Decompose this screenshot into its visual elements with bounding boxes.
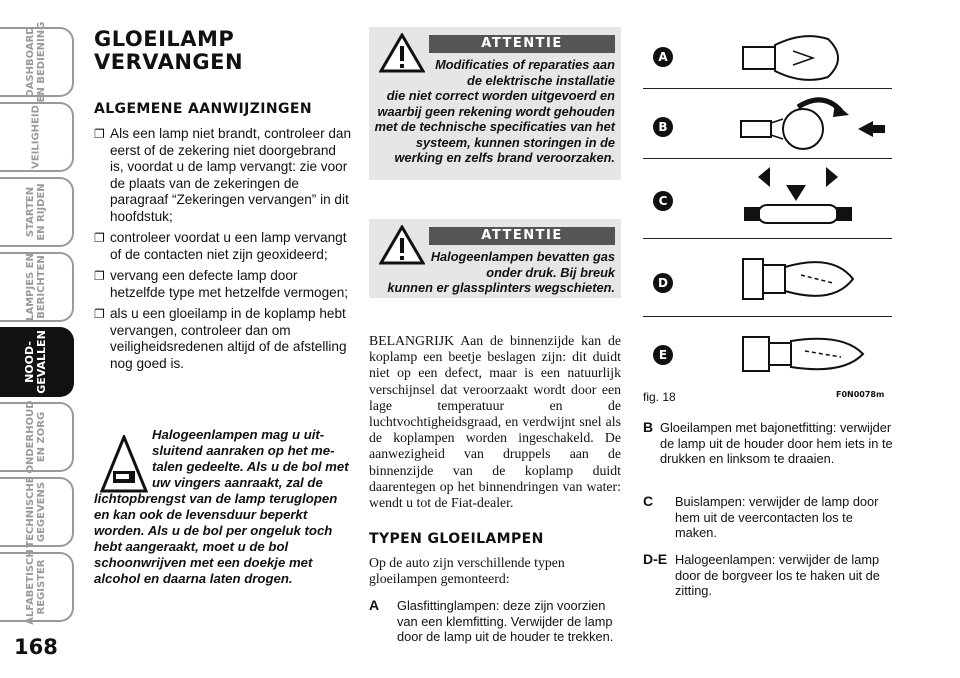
tab-label: STARTEN EN RIJDEN bbox=[25, 183, 47, 241]
lamp-types-figure bbox=[643, 27, 892, 384]
figure-panel-a bbox=[643, 27, 892, 88]
warning-text: Halogeenlampen mag u uit- sluitend aanraken op het me- talen gedeelte. Als u de bol met uw vingers aanraakt, zal de lichtopbrengst van de lamp teruglopen en kan ook de levensduur beperkt worden. Als u de bol per ongeluk toch hebt aangeraakt, moet u de bol schoonwrijven met een doekje met alcohol en daarna laten drogen. bbox=[94, 427, 349, 586]
tab-label: ALFABETISCH REGISTER bbox=[25, 549, 47, 625]
tab-label: ONDERHOUD EN ZORG bbox=[25, 400, 47, 474]
instruction-list bbox=[94, 126, 352, 377]
list-item: ❐ Als een lamp niet brandt, controleer dan eerst of de zekering niet doorgebrand is, voordat u de lamp vervangt: zie voor de plaats van de zekeringen de paragraaf “Zekeringen vervangen” in dit hoofdstuk; bbox=[94, 126, 352, 224]
figure-letter: D bbox=[653, 273, 673, 293]
tab-onderhoud[interactable] bbox=[0, 402, 74, 472]
lamp-type-item: D-E Halogeenlampen: verwijder de lamp door de borgveer los te haken uit de zitting. bbox=[643, 551, 880, 599]
glove-warning-icon bbox=[100, 435, 148, 493]
tab-label: NOOD- GEVALLEN bbox=[23, 330, 48, 394]
tab-noodgevallen[interactable] bbox=[0, 327, 74, 397]
list-item: ❐ als u een gloeilamp in de koplamp hebt vervangen, controleer dan om veiligheidsredenen altijd of de afstelling nog goed is. bbox=[94, 306, 347, 371]
figure-code: F0N0078m bbox=[836, 390, 885, 399]
tab-register[interactable] bbox=[0, 549, 74, 625]
figure-panel-e bbox=[643, 316, 892, 385]
figure-letter: A bbox=[653, 47, 673, 67]
tab-starten[interactable] bbox=[0, 177, 74, 247]
attention-text: Modificaties of reparaties aan de elektrische installatie die niet correct worden uitgevoerd en waarbij geen rekening wordt gehouden met de technische specificaties van het systeem, kunnen storingen in de werking en zelfs brand veroorzaken. bbox=[374, 57, 615, 165]
tab-veiligheid[interactable] bbox=[0, 102, 74, 172]
checkbox-bullet-icon: ❐ bbox=[94, 231, 105, 245]
tab-label: LAMPJES EN BERICHTEN bbox=[25, 253, 47, 321]
tube-lamp-icon bbox=[738, 165, 858, 235]
halogen-lamp-d-icon bbox=[733, 245, 883, 315]
checkbox-bullet-icon: ❐ bbox=[94, 269, 105, 283]
tab-dashboard[interactable] bbox=[0, 21, 74, 103]
list-item: ❐ vervang een defecte lamp door hetzelfde type met hetzelfde vermogen; bbox=[94, 268, 349, 300]
figure-letter: C bbox=[653, 191, 673, 211]
attention-header: ATTENTIE bbox=[429, 35, 615, 53]
figure-panel-d bbox=[643, 238, 892, 317]
halogen-handling-warning bbox=[94, 427, 354, 627]
types-intro: Op de auto zijn verschillende typen gloeilampen gemonteerd: bbox=[369, 555, 565, 587]
tab-label: VEILIGHEID bbox=[30, 105, 42, 169]
section-heading-general: ALGEMENE AANWIJZINGEN bbox=[94, 101, 312, 117]
glass-fitting-lamp-icon bbox=[733, 31, 873, 85]
tab-lampjes[interactable] bbox=[0, 252, 74, 322]
attention-box-halogen bbox=[369, 219, 621, 298]
tab-label: TECHNISCHE GEGEVENS bbox=[25, 476, 47, 548]
tab-label: DASHBOARD EN BEDIENING bbox=[25, 21, 47, 103]
checkbox-bullet-icon: ❐ bbox=[94, 127, 105, 141]
tab-technische[interactable] bbox=[0, 477, 74, 547]
attention-box-electrical bbox=[369, 27, 621, 180]
section-heading-types: TYPEN GLOEILAMPEN bbox=[369, 531, 544, 547]
attention-header: ATTENTIE bbox=[429, 227, 615, 245]
figure-caption: fig. 18 bbox=[643, 390, 676, 404]
lamp-type-item: C Buislampen: verwijder de lamp door hem uit de veercontacten los te maken. bbox=[643, 493, 879, 541]
figure-panel-c bbox=[643, 158, 892, 239]
important-note: BELANGRIJK Aan de binnenzijde kan de koplamp een beetje beslagen zijn: dit duidt niet op een defect, maar is een natuurlijk verschijnsel dat veroorzaakt wordt door een lage temperatuur en de luchtvochtigheidsgraad, en verdwijnt snel als de koplampen worden ingeschakeld. De aanwezigheid van druppels aan de binnenzijde van de koplamp duidt daarentegen op het binnendringen van water: wendt u tot de Fiat-dealer. bbox=[369, 333, 621, 511]
attention-text: Halogeenlampen bevatten gas onder druk. Bij breuk kunnen er glassplinters wegschieten. bbox=[387, 249, 615, 295]
figure-letter: E bbox=[653, 345, 673, 365]
bayonet-lamp-icon bbox=[723, 93, 888, 155]
page-title: GLOEILAMP VERVANGEN bbox=[94, 27, 244, 74]
lamp-type-item: A Glasfittinglampen: deze zijn voorzien van een klemfitting. Verwijder de lamp door de lamp uit de houder te trekken. bbox=[369, 597, 614, 645]
halogen-lamp-e-icon bbox=[733, 321, 883, 383]
list-item: ❐ controleer voordat u een lamp vervangt of de contacten niet zijn geoxideerd; bbox=[94, 230, 347, 262]
lamp-type-item: B Gloeilampen met bajonetfitting: verwijder de lamp uit de houder door hem iets in te drukken en linksom te draaien. bbox=[643, 419, 893, 467]
figure-panel-b bbox=[643, 88, 892, 159]
figure-letter: B bbox=[653, 117, 673, 137]
page-number: 168 bbox=[14, 635, 58, 659]
checkbox-bullet-icon: ❐ bbox=[94, 307, 105, 321]
